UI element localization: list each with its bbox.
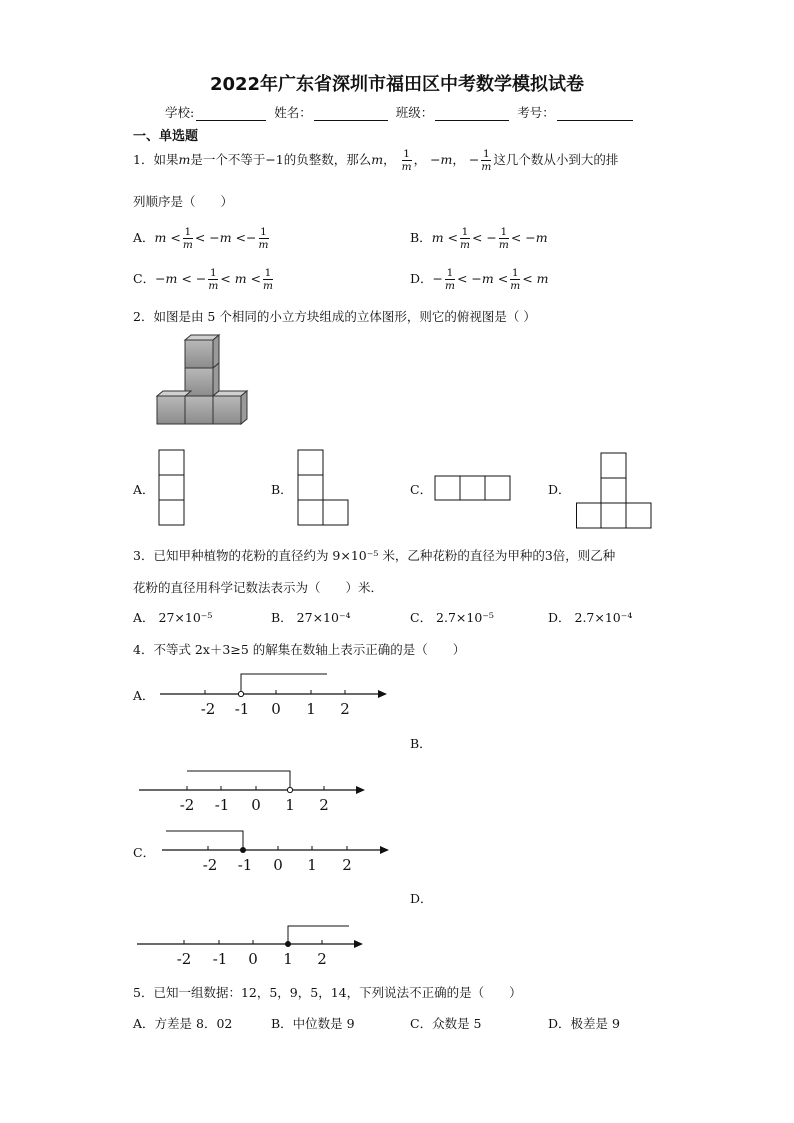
tick-label: -1 [212, 950, 228, 968]
q4-option-c-numberline[interactable] [158, 824, 398, 879]
q3-option-a[interactable]: A． 27×10⁻⁵ [133, 610, 213, 625]
tick-label: 1 [283, 950, 293, 968]
tick-label: -2 [179, 796, 195, 814]
q4-option-b-numberline[interactable] [135, 764, 375, 819]
q2-option-d-figure[interactable] [576, 452, 653, 530]
tick-label: 0 [251, 796, 261, 814]
tick-label: 1 [306, 700, 316, 718]
tick-label: 2 [319, 796, 329, 814]
q5-option-c[interactable]: C．众数是 5 [410, 1016, 482, 1031]
page-title: 2022年广东省深圳市福田区中考数学模拟试卷 [209, 74, 585, 95]
q2-option-b-figure[interactable] [297, 449, 350, 527]
tick-label: 1 [307, 856, 317, 874]
q2-option-c-figure[interactable] [434, 475, 513, 502]
tick-label: -2 [200, 700, 216, 718]
tick-label: 1 [285, 796, 295, 814]
q3-line2: 花粉的直径用科学记数法表示为（ ）米． [133, 580, 384, 595]
tick-label: 2 [317, 950, 327, 968]
q5-option-d[interactable]: D．极差是 9 [548, 1016, 620, 1031]
section-heading: 一、单选题 [133, 129, 199, 144]
school-blank[interactable] [196, 108, 266, 121]
school-label: 学校: [165, 105, 195, 120]
q5-option-b[interactable]: B．中位数是 9 [271, 1016, 355, 1031]
q4-option-a-label[interactable]: A． [133, 688, 155, 703]
q1-option-a[interactable]: A．m < $\frac{1}{m}$ < −m <− $\frac{1}{m}$ [133, 226, 269, 251]
tick-label: -1 [234, 700, 250, 718]
q5-text: 5．已知一组数据：12，5，9，5，14，下列说法不正确的是（ ） [133, 985, 522, 1000]
fraction: $\frac{1}{m}$ [481, 148, 492, 173]
tick-label: 0 [273, 856, 283, 874]
q4-option-d-label[interactable]: D． [410, 891, 433, 906]
class-label: 班级： [395, 105, 434, 120]
q3-option-c[interactable]: C． 2.7×10⁻⁵ [410, 610, 494, 625]
q2-text: 2．如图是由 5 个相同的小立方块组成的立体图形，则它的俯视图是（ ） [133, 309, 536, 324]
q4-option-d-numberline[interactable] [133, 918, 373, 973]
q2-option-a-figure[interactable] [158, 449, 186, 527]
tick-label: 2 [340, 700, 350, 718]
tick-label: -2 [202, 856, 218, 874]
q2-option-c-label[interactable]: C． [410, 482, 433, 497]
q3-option-b[interactable]: B． 27×10⁻⁴ [271, 610, 351, 625]
q1-option-b[interactable]: B．m < $\frac{1}{m}$ < − $\frac{1}{m}$ < −m [410, 226, 548, 251]
q5-option-a[interactable]: A．方差是 8．02 [133, 1016, 233, 1031]
q4-option-a-numberline[interactable] [155, 668, 395, 723]
tick-label: 2 [342, 856, 352, 874]
q1-line1: 1．如果m是一个不等于−1的负整数，那么m， $\frac{1}{m}$ ， −m， − $\frac{1}{m}$ 这几个数从小到大的排 [133, 148, 619, 173]
q1-line2: 列顺序是（ ） [133, 194, 234, 209]
name-blank[interactable] [314, 108, 388, 121]
tick-label: 0 [248, 950, 258, 968]
tick-label: -1 [237, 856, 253, 874]
q4-option-c-label[interactable]: C． [133, 845, 156, 860]
q3-option-d[interactable]: D． 2.7×10⁻⁴ [548, 610, 633, 625]
cube-figure [150, 332, 250, 430]
tick-label: 0 [271, 700, 281, 718]
name-label: 姓名： [274, 105, 312, 120]
q2-option-b-label[interactable]: B． [271, 482, 293, 497]
q1-option-c[interactable]: C．−m < − $\frac{1}{m}$ < m < $\frac{1}{m}$ [133, 267, 273, 292]
student-info [165, 103, 637, 121]
q2-option-d-label[interactable]: D． [548, 482, 571, 497]
q1-option-d[interactable]: D．− $\frac{1}{m}$ < −m < $\frac{1}{m}$ < m [410, 267, 549, 292]
exam-no-label: 考号： [517, 105, 555, 120]
q3-line1: 3．已知甲种植物的花粉的直径约为 9×10⁻⁵ 米，乙种花粉的直径为甲种的3倍，则乙种 [133, 548, 616, 563]
tick-label: -2 [176, 950, 192, 968]
exam-no-blank[interactable] [557, 108, 633, 121]
q2-option-a-label[interactable]: A． [133, 482, 155, 497]
fraction: $\frac{1}{m}$ [401, 148, 412, 173]
class-blank[interactable] [435, 108, 509, 121]
q4-option-b-label[interactable]: B． [410, 736, 432, 751]
q4-text: 4．不等式 2x＋3≥5 的解集在数轴上表示正确的是（ ） [133, 642, 466, 657]
tick-label: -1 [214, 796, 230, 814]
